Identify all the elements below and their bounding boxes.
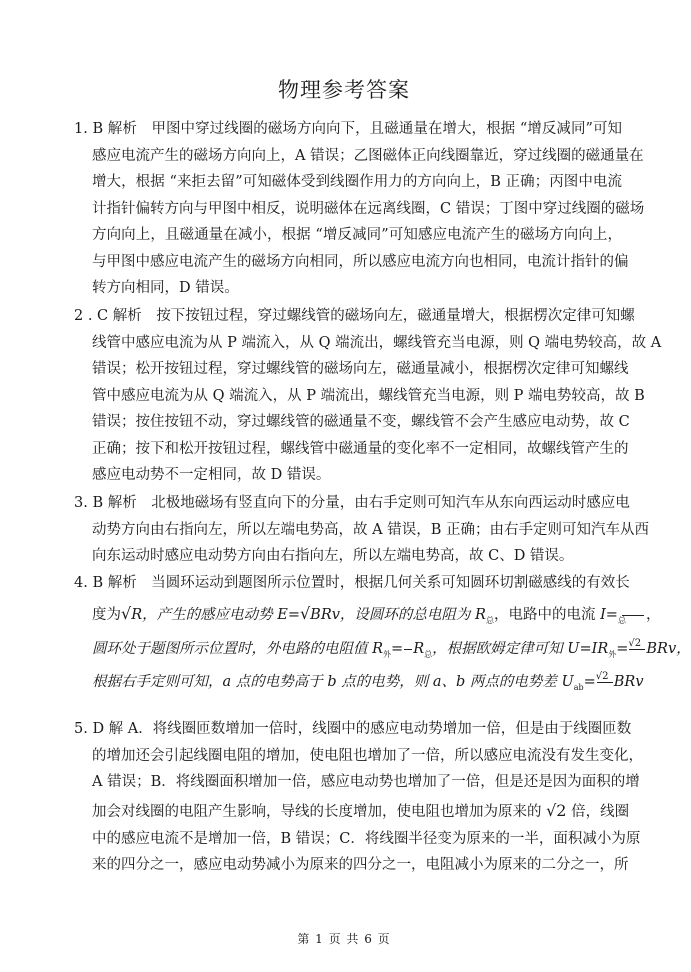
text-span: 度为 bbox=[92, 606, 121, 623]
text-span: 加会对线圈的电阻产生影响，导线的长度增加，使电阻也增加为原来的 bbox=[92, 803, 547, 820]
subscript: 总 bbox=[485, 615, 494, 625]
text-span: ，根据欧姆定律可知 U=IR bbox=[432, 640, 609, 657]
current-symbol: I= bbox=[600, 606, 618, 623]
text-line: 增大，根据 “来拒去留”可知磁体受到线圈作用力的方向向上，B 正确；丙图中电流 bbox=[92, 174, 622, 190]
sqrt-symbol: √ bbox=[121, 603, 132, 623]
text-span: ， bbox=[645, 606, 661, 623]
text-line: 与甲图中感应电流产生的磁场方向相同，所以感应电流方向也相同，电流计指针的偏 bbox=[92, 253, 629, 270]
text-line: 计指针偏转方向与甲图中相反，说明磁体在远离线圈，C 错误；丁图中穿过线圈的磁场 bbox=[92, 200, 645, 217]
fraction-bar bbox=[629, 649, 645, 650]
text-span: BRv，设圆环的总电阻为 R bbox=[310, 606, 486, 623]
formula-line bbox=[74, 597, 661, 631]
formula-line bbox=[74, 796, 630, 826]
fraction-numerator: √2 bbox=[628, 637, 642, 649]
answer-item-3 bbox=[74, 490, 649, 570]
text-span: BRv bbox=[613, 673, 644, 690]
answer-item-2 bbox=[74, 303, 662, 489]
fraction bbox=[595, 670, 614, 689]
text-span: 圆环处于题图所示位置时，外电路的电阻值 R bbox=[92, 640, 384, 657]
text-span: R，产生的感应电动势 bbox=[131, 606, 278, 623]
text-line: 来的四分之一，感应电动势减小为原来的四分之一，电阻减小为原来的二分之一，所 bbox=[92, 857, 629, 873]
text-line: 转方向相同，D 错误。 bbox=[92, 280, 239, 296]
subscript: 外 bbox=[383, 649, 392, 659]
text-span: = bbox=[616, 640, 629, 657]
fraction bbox=[628, 637, 646, 656]
answer-item-1 bbox=[74, 116, 645, 302]
text-span: R bbox=[413, 640, 425, 657]
text-line: 错误；按住按钮不动，穿过螺线管的磁通量不变，螺线管不会产生感应电动势，故 C bbox=[92, 414, 630, 430]
subscript: 外 bbox=[608, 649, 617, 659]
text-line: A 错误；B．将线圈面积增加一倍，感应电动势也增加了一倍，但是还是因为面积的增 bbox=[92, 774, 640, 790]
text-line: 3. B 解析 北极地磁场有竖直向下的分量，由右手定则可知汽车从东向西运动时感应电 bbox=[74, 495, 630, 511]
emf-symbol: E= bbox=[277, 606, 300, 623]
text-line: 2 . C 解析 按下按钮过程，穿过螺线管的磁场向左，磁通量增大，根据楞次定律可知螺 bbox=[74, 308, 635, 324]
text-span: ，电路中的电流 bbox=[493, 606, 601, 623]
text-span: = bbox=[583, 673, 596, 690]
fraction bbox=[403, 642, 413, 656]
sqrt-two: √2 bbox=[546, 800, 567, 820]
text-line: 动势方向由右指向左，所以左端电势高，故 A 错误，B 正确；由右手定则可知汽车从西 bbox=[92, 521, 649, 538]
text-line: 管中感应电流为从 Q 端流入，从 P 端流出，螺线管充当电源，则 P 端电势较高，故 B bbox=[92, 387, 645, 404]
fraction-bar bbox=[404, 649, 412, 650]
text-line: 5. D 解 A．将线圈匝数增加一倍时，线圈中的感应电动势增加一倍，但是由于线圈匝数 bbox=[74, 721, 632, 737]
text-line: 线管中感应电流为从 P 端流入，从 Q 端流出，螺线管充当电源，则 Q 端电势较高，故 A bbox=[92, 334, 662, 351]
formula-line bbox=[74, 631, 691, 667]
text-span: = bbox=[391, 640, 404, 657]
text-line: 正确；按下和松开按钮过程，螺线管中磁通量的变化率不一定相同，故螺线管产生的 bbox=[92, 440, 629, 457]
fraction-denominator: 总 bbox=[617, 615, 626, 625]
fraction-bar bbox=[597, 682, 613, 683]
text-span: 倍，线圈 bbox=[566, 803, 630, 820]
text-line: 中的感应电流不是增加一倍，B 错误；C．将线圈半径变为原来的一半，面积减小为原 bbox=[92, 830, 641, 847]
text-span: 根据右手定则可知，a 点的电势高于 b 点的电势，则 a、b 两点的电势差 U bbox=[92, 673, 574, 690]
text-line: 方向向上，且磁通量在减小，根据 “增反减同”可知感应电流产生的磁场方向向上， bbox=[92, 227, 622, 243]
fraction-numerator: √2 bbox=[595, 670, 609, 682]
text-line: 感应电动势不一定相同，故 D 错误。 bbox=[92, 467, 331, 483]
page-number-footer: 第 1 页 共 6 页 bbox=[297, 932, 391, 946]
text-line: 感应电流产生的磁场方向向上，A 错误；乙图磁体正向线圈靠近，穿过线圈的磁通量在 bbox=[92, 147, 644, 164]
page-title: 物理参考答案 bbox=[278, 78, 410, 102]
text-line: 的增加还会引起线圈电阻的增加，使电阻也增加了一倍，所以感应电流没有发生变化， bbox=[92, 747, 643, 764]
text-line: 4. B 解析 当圆环运动到题图所示位置时，根据几何关系可知圆环切割磁感线的有效长 bbox=[74, 575, 630, 591]
answer-item-5 bbox=[74, 716, 643, 879]
fraction bbox=[617, 608, 646, 625]
text-span: BRv， bbox=[646, 640, 691, 657]
text-line: 错误；松开按钮过程，穿过螺线管的磁场向左，磁通量减小，根据楞次定律可知螺线 bbox=[92, 361, 629, 377]
text-line: 向东运动时感应电动势方向由右指向左，所以左端电势高，故 C、D 错误。 bbox=[92, 548, 574, 564]
subscript: 总 bbox=[424, 649, 433, 659]
answer-item-4 bbox=[74, 570, 691, 697]
sqrt-symbol: √ bbox=[299, 603, 311, 623]
text-line: 1. B 解析 甲图中穿过线圈的磁场方向向下，且磁通量在增大，根据 “增反减同”可知 bbox=[74, 121, 622, 137]
subscript: ab bbox=[573, 682, 584, 692]
formula-line bbox=[74, 667, 644, 697]
